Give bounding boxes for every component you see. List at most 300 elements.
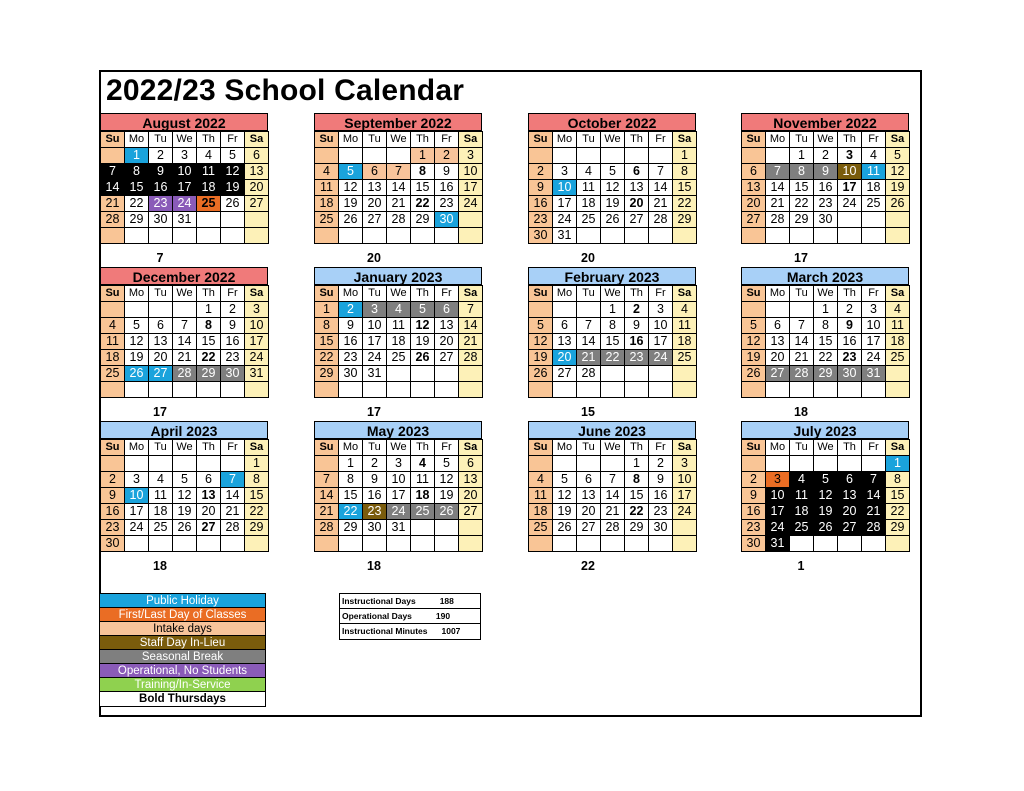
day-cell: 25 [886,350,910,366]
weekday-row [742,132,910,148]
day-cell-intake: 1 [411,148,435,164]
day-cell: 24 [862,350,886,366]
day-cell: 20 [766,350,790,366]
day-cell [363,382,387,398]
month-block [314,267,482,398]
month-table [741,439,910,552]
week-row [315,536,483,552]
day-cell: 12 [411,318,435,334]
weekday-header: We [387,132,411,148]
day-cell [886,228,910,244]
month-block [741,113,909,244]
day-cell-black: 6 [838,472,862,488]
legend-item-firstlast: First/Last Day of Classes [100,608,265,622]
day-cell-black: 25 [790,520,814,536]
day-cell: 20 [245,180,269,196]
day-cell [625,382,649,398]
day-cell: 17 [363,334,387,350]
day-cell: 9 [101,488,125,504]
day-cell [245,536,269,552]
day-cell: 10 [649,318,673,334]
day-cell-operational: 24 [173,196,197,212]
day-cell: 16 [838,334,862,350]
day-cell [411,520,435,536]
day-cell: 14 [766,180,790,196]
day-cell [149,228,173,244]
weekday-header: Su [529,286,553,302]
day-cell: 10 [862,318,886,334]
day-cell-seasonal: 27 [766,366,790,382]
day-cell-holiday: 7 [221,472,245,488]
day-cell: 13 [149,334,173,350]
day-cell: 24 [125,520,149,536]
day-cell: 4 [411,456,435,472]
day-cell: 22 [315,350,339,366]
month-block [314,421,482,552]
weekday-header: Su [315,132,339,148]
day-cell [649,536,673,552]
day-cell: 31 [387,520,411,536]
day-cell [601,536,625,552]
day-cell: 28 [315,520,339,536]
day-cell: 8 [339,472,363,488]
weekday-header: Fr [649,132,673,148]
day-cell [862,456,886,472]
day-cell [173,536,197,552]
day-cell: 1 [339,456,363,472]
day-cell [411,228,435,244]
day-cell [363,536,387,552]
day-cell [221,456,245,472]
weekday-row [529,132,697,148]
weekday-header: Th [838,132,862,148]
day-cell: 1 [245,456,269,472]
month-day-total: 22 [581,559,595,573]
day-cell: 29 [125,212,149,228]
week-row [529,456,697,472]
day-cell [173,382,197,398]
day-cell [221,228,245,244]
day-cell: 31 [553,228,577,244]
day-cell: 20 [149,350,173,366]
week-row [101,180,269,196]
day-cell: 2 [529,164,553,180]
day-cell: 5 [601,164,625,180]
week-row [315,302,483,318]
weekday-header: Fr [221,440,245,456]
week-row [315,148,483,164]
weekday-header: We [173,440,197,456]
day-cell: 4 [101,318,125,334]
day-cell [221,382,245,398]
day-cell [459,536,483,552]
day-cell: 25 [577,212,601,228]
day-cell [197,456,221,472]
day-cell: 16 [221,334,245,350]
month-block [314,113,482,244]
day-cell: 18 [387,334,411,350]
month-table [528,439,697,552]
week-row [101,366,269,382]
day-cell: 9 [838,318,862,334]
day-cell: 13 [363,180,387,196]
day-cell [601,366,625,382]
day-cell: 24 [553,212,577,228]
week-row [101,488,269,504]
weekday-header: Fr [435,440,459,456]
day-cell: 15 [315,334,339,350]
month-day-total: 20 [581,251,595,265]
weekday-header: Tu [577,132,601,148]
day-cell: 31 [363,366,387,382]
month-block [528,113,696,244]
day-cell: 23 [221,350,245,366]
stat-label: Instructional Minutes [342,626,428,636]
day-cell: 14 [221,488,245,504]
day-cell: 19 [742,350,766,366]
week-row [315,212,483,228]
day-cell: 11 [315,180,339,196]
day-cell [886,382,910,398]
day-cell [649,148,673,164]
weekday-header: Mo [339,132,363,148]
day-cell: 20 [197,504,221,520]
day-cell: 21 [649,196,673,212]
day-cell-holiday: 30 [435,212,459,228]
weekday-row [742,440,910,456]
day-cell [790,382,814,398]
day-cell: 12 [601,180,625,196]
day-cell-firstlast: 25 [197,196,221,212]
day-cell: 30 [529,228,553,244]
day-cell [814,536,838,552]
day-cell-seasonal: 28 [790,366,814,382]
day-cell: 30 [814,212,838,228]
weekday-header: Tu [577,440,601,456]
day-cell [625,228,649,244]
day-cell-intake: 6 [363,164,387,180]
day-cell-intake: 2 [435,148,459,164]
day-cell: 7 [649,164,673,180]
day-cell: 15 [886,488,910,504]
day-cell-black: 11 [197,164,221,180]
weekday-header: Tu [363,440,387,456]
month-header: October 2022 [528,113,696,131]
day-cell: 8 [814,318,838,334]
month-header: February 2023 [528,267,696,285]
day-cell: 8 [625,472,649,488]
day-cell: 3 [649,302,673,318]
day-cell-operational: 23 [149,196,173,212]
day-cell: 5 [221,148,245,164]
day-cell [886,536,910,552]
day-cell [577,228,601,244]
week-row [101,212,269,228]
day-cell [101,228,125,244]
day-cell: 3 [838,148,862,164]
day-cell: 18 [411,488,435,504]
day-cell: 27 [245,196,269,212]
day-cell: 22 [886,504,910,520]
day-cell-seasonal: 25 [411,504,435,520]
week-row [529,536,697,552]
day-cell [245,382,269,398]
day-cell: 27 [459,504,483,520]
day-cell [435,228,459,244]
day-cell: 23 [742,520,766,536]
day-cell: 28 [459,350,483,366]
weekday-header: Tu [363,132,387,148]
weekday-header: Sa [245,286,269,302]
day-cell: 9 [649,472,673,488]
day-cell: 8 [886,472,910,488]
day-cell: 25 [529,520,553,536]
day-cell-holiday: 26 [125,366,149,382]
day-cell [862,212,886,228]
day-cell: 19 [601,196,625,212]
day-cell-black: 7 [101,164,125,180]
day-cell: 23 [838,350,862,366]
weekday-header: Sa [459,286,483,302]
weekday-header: We [814,286,838,302]
day-cell-seasonal: 7 [766,164,790,180]
day-cell: 23 [649,504,673,520]
day-cell: 26 [886,196,910,212]
day-cell [529,456,553,472]
stat-row [340,594,480,609]
week-row [742,180,910,196]
day-cell-holiday: 20 [553,350,577,366]
day-cell [411,382,435,398]
week-row [315,520,483,536]
day-cell: 18 [315,196,339,212]
weekday-row [101,286,269,302]
day-cell: 1 [673,148,697,164]
day-cell [577,382,601,398]
day-cell [459,520,483,536]
day-cell [125,536,149,552]
week-row [529,148,697,164]
day-cell: 5 [529,318,553,334]
day-cell [790,536,814,552]
day-cell: 12 [742,334,766,350]
week-row [101,504,269,520]
day-cell: 13 [245,164,269,180]
month-table [314,285,483,398]
day-cell: 14 [459,318,483,334]
day-cell [101,382,125,398]
day-cell: 20 [435,334,459,350]
day-cell: 29 [790,212,814,228]
day-cell-black: 19 [221,180,245,196]
day-cell: 18 [149,504,173,520]
day-cell [625,536,649,552]
day-cell: 7 [459,302,483,318]
day-cell [601,382,625,398]
day-cell-black: 28 [862,520,886,536]
week-row [101,334,269,350]
day-cell: 13 [459,472,483,488]
day-cell: 31 [245,366,269,382]
day-cell: 30 [339,366,363,382]
day-cell: 4 [197,148,221,164]
day-cell: 26 [173,520,197,536]
day-cell: 19 [529,350,553,366]
day-cell-black: 15 [125,180,149,196]
day-cell-black: 24 [766,520,790,536]
day-cell: 24 [673,504,697,520]
weekday-header: Su [315,440,339,456]
day-cell: 18 [673,334,697,350]
day-cell: 11 [149,488,173,504]
weekday-header: Tu [363,286,387,302]
day-cell: 17 [673,488,697,504]
day-cell: 9 [529,180,553,196]
day-cell [459,366,483,382]
day-cell-black: 18 [790,504,814,520]
day-cell [673,366,697,382]
weekday-header: Sa [673,132,697,148]
day-cell: 3 [387,456,411,472]
day-cell: 24 [838,196,862,212]
day-cell-seasonal: 9 [814,164,838,180]
day-cell: 5 [886,148,910,164]
day-cell: 16 [625,334,649,350]
weekday-header: Fr [435,286,459,302]
day-cell [315,456,339,472]
day-cell: 8 [411,164,435,180]
month-block [741,267,909,398]
day-cell: 7 [173,318,197,334]
day-cell: 25 [149,520,173,536]
day-cell: 22 [673,196,697,212]
day-cell [435,366,459,382]
day-cell: 15 [197,334,221,350]
legend-item-seasonal: Seasonal Break [100,650,265,664]
day-cell: 1 [790,148,814,164]
day-cell: 15 [673,180,697,196]
day-cell: 19 [125,350,149,366]
month-header: July 2023 [741,421,909,439]
day-cell [363,148,387,164]
month-header: December 2022 [100,267,268,285]
week-row [742,350,910,366]
weekday-header: Su [101,132,125,148]
month-day-total: 1 [797,559,805,573]
day-cell [529,536,553,552]
day-cell [838,536,862,552]
day-cell: 11 [529,488,553,504]
weekday-row [742,286,910,302]
day-cell: 6 [245,148,269,164]
day-cell-seasonal: 3 [363,302,387,318]
day-cell-seasonal: 5 [411,302,435,318]
day-cell: 21 [173,350,197,366]
day-cell: 5 [435,456,459,472]
day-cell: 22 [814,350,838,366]
weekday-header: We [173,132,197,148]
week-row [315,334,483,350]
weekday-header: We [601,286,625,302]
weekday-header: Tu [790,132,814,148]
weekday-header: We [601,440,625,456]
day-cell: 21 [790,350,814,366]
day-cell: 25 [673,350,697,366]
weekday-header: Th [197,440,221,456]
day-cell [742,302,766,318]
day-cell: 29 [673,212,697,228]
day-cell: 27 [553,366,577,382]
day-cell: 17 [838,180,862,196]
day-cell-black: 12 [221,164,245,180]
weekday-header: Th [411,440,435,456]
week-row [101,228,269,244]
day-cell: 30 [149,212,173,228]
day-cell-seasonal: 28 [173,366,197,382]
day-cell: 19 [173,504,197,520]
day-cell: 19 [339,196,363,212]
day-cell [387,366,411,382]
day-cell: 14 [315,488,339,504]
weekday-header: Fr [221,132,245,148]
day-cell: 13 [766,334,790,350]
week-row [529,520,697,536]
day-cell: 9 [625,318,649,334]
day-cell [315,536,339,552]
day-cell: 12 [886,164,910,180]
day-cell: 3 [553,164,577,180]
weekday-header: Mo [339,286,363,302]
week-row [101,520,269,536]
day-cell [173,456,197,472]
day-cell: 30 [363,520,387,536]
week-row [315,472,483,488]
day-cell-intake: 7 [387,164,411,180]
day-cell-black: 27 [838,520,862,536]
day-cell-seasonal: 30 [221,366,245,382]
day-cell [886,366,910,382]
weekday-header: Mo [339,440,363,456]
day-cell: 24 [363,350,387,366]
weekday-row [315,440,483,456]
day-cell: 2 [149,148,173,164]
day-cell: 21 [766,196,790,212]
day-cell: 13 [625,180,649,196]
month-table [314,439,483,552]
day-cell: 26 [529,366,553,382]
day-cell: 29 [886,520,910,536]
day-cell: 29 [315,366,339,382]
day-cell [577,302,601,318]
day-cell: 17 [125,504,149,520]
day-cell-black: 10 [173,164,197,180]
weekday-row [315,286,483,302]
day-cell: 4 [149,472,173,488]
month-header: June 2023 [528,421,696,439]
month-table [314,131,483,244]
month-table [100,439,269,552]
week-row [101,472,269,488]
week-row [742,148,910,164]
day-cell: 20 [363,196,387,212]
day-cell [101,148,125,164]
day-cell-black: 20 [838,504,862,520]
month-block [100,113,268,244]
day-cell [862,382,886,398]
month-day-total: 17 [367,405,381,419]
day-cell [673,520,697,536]
day-cell: 15 [625,488,649,504]
